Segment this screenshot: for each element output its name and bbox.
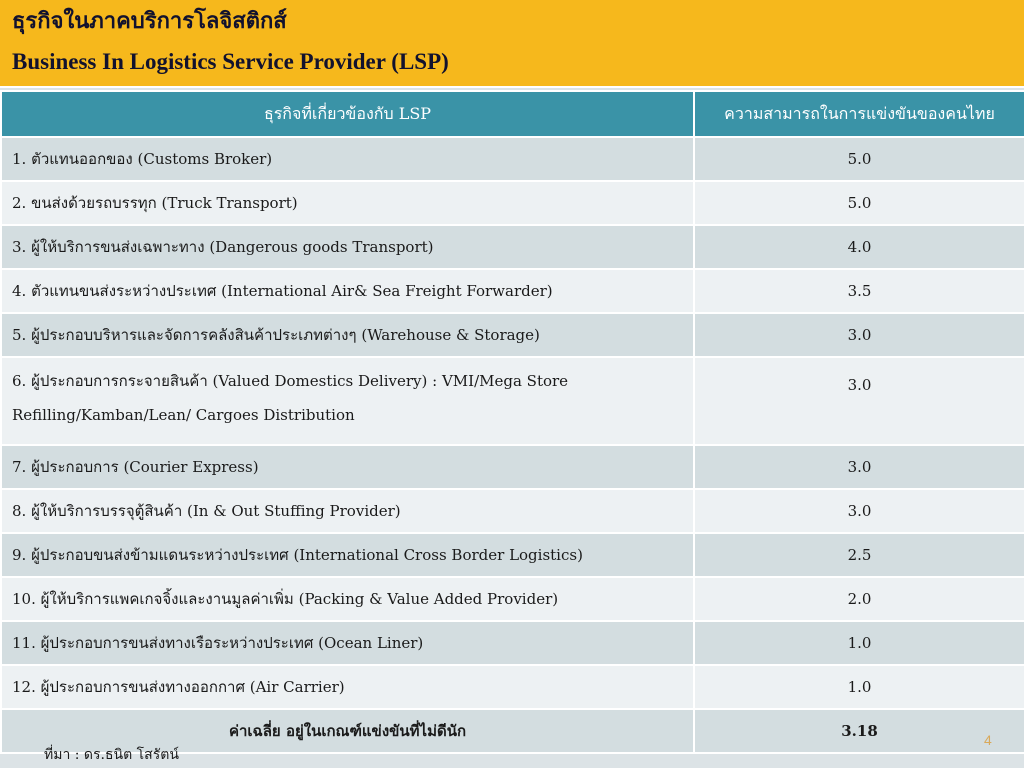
source-citation: ที่มา : ดร.ธนิต โสรัตน์	[44, 747, 179, 763]
score-cell: 1.0	[694, 621, 1024, 665]
score-cell: 3.0	[694, 357, 1024, 445]
table-row	[1, 269, 1024, 313]
header-competitiveness: ความสามารถในการแข่งขันของคนไทย	[694, 91, 1024, 137]
table-row	[1, 665, 1024, 709]
score-cell: 4.0	[694, 225, 1024, 269]
score-cell: 2.0	[694, 577, 1024, 621]
business-cell: 10. ผู้ให้บริการแพคเกจจิ้งและงานมูลค่าเพิ่ม (Packing & Value Added Provider)	[1, 577, 694, 621]
business-cell: 3. ผู้ให้บริการขนส่งเฉพาะทาง (Dangerous goods Transport)	[1, 225, 694, 269]
table-row	[1, 357, 1024, 445]
business-cell: 9. ผู้ประกอบขนส่งข้ามแดนระหว่างประเทศ (International Cross Border Logistics)	[1, 533, 694, 577]
table-row	[1, 225, 1024, 269]
score-cell: 2.5	[694, 533, 1024, 577]
business-cell: 2. ขนส่งด้วยรถบรรทุก (Truck Transport)	[1, 181, 694, 225]
page-number: 4	[984, 732, 992, 748]
score-cell: 3.5	[694, 269, 1024, 313]
lsp-table	[0, 90, 1024, 754]
table-row	[1, 181, 1024, 225]
average-score: 3.18	[694, 709, 1024, 753]
business-cell: 4. ตัวแทนขนส่งระหว่างประเทศ (International Air& Sea Freight Forwarder)	[1, 269, 694, 313]
table-row	[1, 621, 1024, 665]
business-cell: 5. ผู้ประกอบบริหารและจัดการคลังสินค้าประเภทต่างๆ (Warehouse & Storage)	[1, 313, 694, 357]
score-cell: 3.0	[694, 313, 1024, 357]
business-cell: 8. ผู้ให้บริการบรรจุตู้สินค้า (In & Out Stuffing Provider)	[1, 489, 694, 533]
score-cell: 1.0	[694, 665, 1024, 709]
score-cell: 5.0	[694, 137, 1024, 181]
business-cell: 12. ผู้ประกอบการขนส่งทางออกกาศ (Air Carrier)	[1, 665, 694, 709]
header-business: ธุรกิจที่เกี่ยวข้องกับ LSP	[1, 91, 694, 137]
table-row	[1, 313, 1024, 357]
table-header-row	[1, 91, 1024, 137]
table-row	[1, 577, 1024, 621]
table-row	[1, 137, 1024, 181]
score-cell: 3.0	[694, 445, 1024, 489]
slide-title-english: Business In Logistics Service Provider (LSP)	[12, 49, 449, 74]
table-row	[1, 445, 1024, 489]
table-row	[1, 489, 1024, 533]
average-label: ค่าเฉลี่ย อยู่ในเกณฑ์แข่งขันที่ไม่ดีนัก	[1, 709, 694, 753]
business-cell: 11. ผู้ประกอบการขนส่งทางเรือระหว่างประเทศ (Ocean Liner)	[1, 621, 694, 665]
business-cell: 6. ผู้ประกอบการกระจายสินค้า (Valued Domestics Delivery) : VMI/Mega Store Refilling/Kamban/Lean/ Cargoes Distribution	[1, 357, 694, 445]
score-cell: 3.0	[694, 489, 1024, 533]
score-cell: 5.0	[694, 181, 1024, 225]
title-bar	[0, 0, 1024, 88]
business-cell: 7. ผู้ประกอบการ (Courier Express)	[1, 445, 694, 489]
slide-title-thai: ธุรกิจในภาคบริการโลจิสติกส์	[12, 8, 287, 34]
business-cell: 1. ตัวแทนออกของ (Customs Broker)	[1, 137, 694, 181]
table-row	[1, 533, 1024, 577]
